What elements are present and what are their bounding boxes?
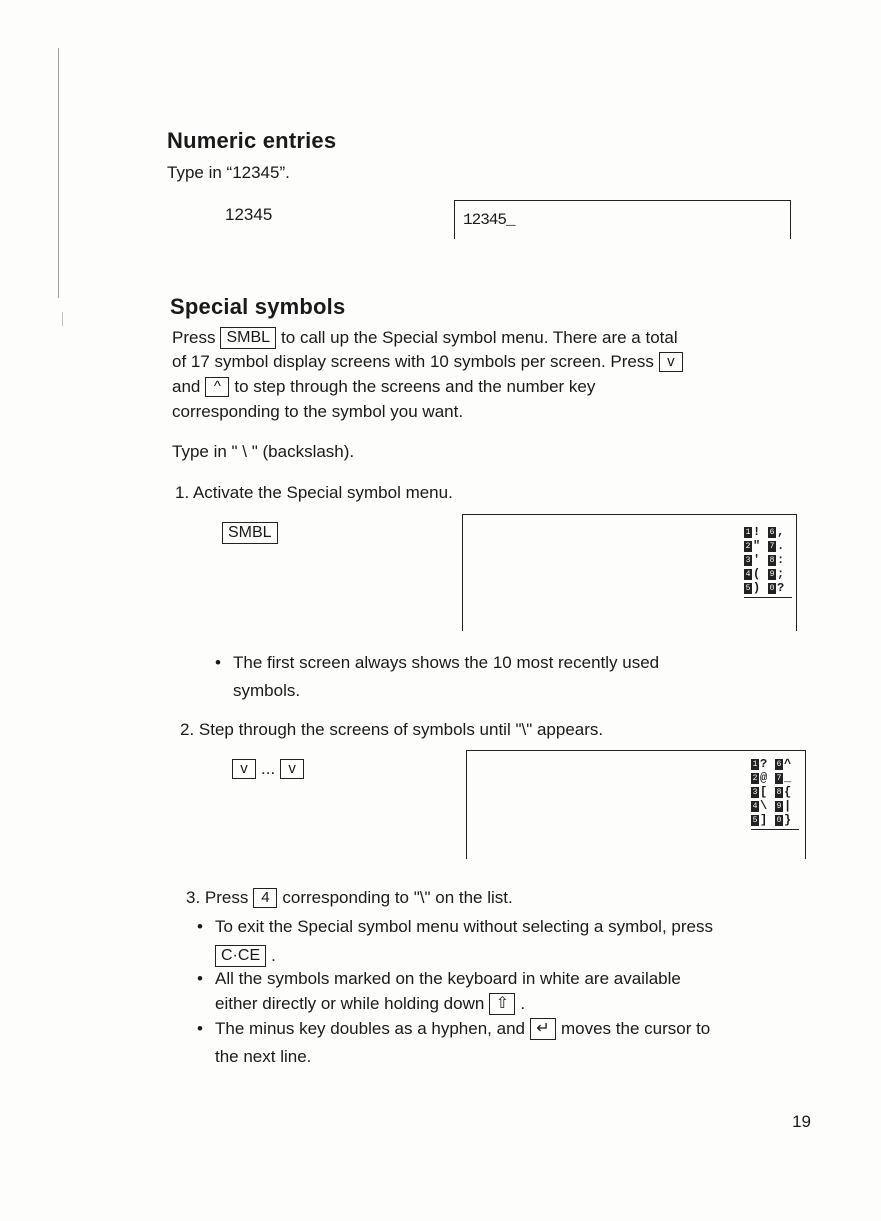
symbol-entry	[744, 553, 768, 567]
margin-tick	[62, 312, 63, 326]
step-3: 3. Press 4 corresponding to "\" on the list.	[186, 888, 513, 907]
symbol-entry	[768, 553, 792, 567]
symbol-entry	[775, 757, 799, 771]
step-2: 2. Step through the screens of symbols until "\" appears.	[180, 720, 604, 739]
symbol-char: .	[777, 539, 785, 553]
step-1-note-line-1: • The first screen always shows the 10 most recently used	[233, 650, 659, 676]
symbol-number: 9	[769, 569, 775, 579]
symbol-entry	[744, 525, 768, 539]
c-ce-key: C·CE	[215, 945, 266, 967]
symbol-number: 4	[745, 569, 751, 579]
symbol-entry	[751, 799, 775, 813]
numeric-display	[454, 200, 791, 239]
symbol-char: {	[784, 785, 792, 799]
symbol-entry	[751, 757, 775, 771]
symbol-screen-1	[462, 514, 797, 631]
special-para-line-1: Press SMBL to call up the Special symbol menu. There are a total	[172, 328, 678, 347]
down-key: v	[659, 352, 683, 372]
special-type-in: Type in " \ " (backslash).	[172, 442, 355, 461]
symbol-char: (	[753, 567, 761, 581]
symbol-screen-2	[466, 750, 806, 859]
numeric-display-text: 12345_	[463, 211, 515, 229]
symbol-char: '	[753, 553, 761, 567]
symbol-entry	[775, 799, 799, 813]
symbol-number: 0	[769, 583, 775, 593]
numeric-input-example: 12345	[225, 205, 273, 224]
symbol-number: 6	[769, 527, 775, 537]
special-para-line-2: of 17 symbol display screens with 10 symbols per screen. Press v	[172, 349, 688, 375]
special-para-line-3: and ^ to step through the screens and the number key	[172, 377, 596, 396]
symbol-number: 9	[776, 801, 782, 811]
symbol-number: 5	[745, 583, 751, 593]
bullet-2-line-1: • All the symbols marked on the keyboard in white are available	[215, 966, 681, 992]
symbol-entry	[775, 785, 799, 799]
symbol-number: 4	[752, 801, 758, 811]
step-1-keys	[222, 520, 283, 546]
symbol-number: 5	[752, 815, 758, 825]
symbol-entry	[768, 567, 792, 581]
symbol-number: 7	[776, 773, 782, 783]
number-4-key: 4	[253, 888, 277, 908]
symbol-char: ?	[777, 581, 785, 595]
symbol-entry	[751, 771, 775, 785]
symbol-number: 8	[769, 555, 775, 565]
symbol-number: 3	[745, 555, 751, 565]
symbol-char: }	[784, 813, 792, 827]
symbol-entry	[744, 581, 768, 595]
symbol-number: 1	[752, 759, 758, 769]
symbol-entry	[775, 771, 799, 785]
bullet-3-line-1: • The minus key doubles as a hyphen, and ↵ moves the cursor to	[215, 1016, 710, 1042]
smbl-key: SMBL	[222, 522, 278, 544]
symbol-char: _	[784, 771, 792, 785]
margin-line	[58, 48, 59, 298]
symbol-char: !	[753, 525, 761, 539]
symbol-char: "	[753, 539, 761, 553]
numeric-heading: Numeric entries	[167, 128, 337, 153]
step-2-dots: ...	[261, 759, 276, 778]
numeric-instruction: Type in “12345”.	[167, 163, 290, 182]
down-key: v	[280, 759, 304, 779]
down-key: v	[232, 759, 256, 779]
step-1: 1. Activate the Special symbol menu.	[175, 483, 453, 502]
symbol-char: |	[784, 799, 792, 813]
symbol-entry	[744, 539, 768, 553]
symbol-number: 7	[769, 541, 775, 551]
symbol-entry	[768, 539, 792, 553]
symbol-char: \	[760, 799, 768, 813]
symbol-grid-1	[744, 525, 792, 598]
bullet-1-line-1: • To exit the Special symbol menu without selecting a symbol, press	[215, 914, 713, 940]
symbol-char: ,	[777, 525, 785, 539]
bullet-2-line-2: either directly or while holding down ⇧ .	[215, 994, 526, 1013]
page-number: 19	[792, 1112, 811, 1131]
symbol-number: 3	[752, 787, 758, 797]
symbol-number: 2	[752, 773, 758, 783]
symbol-char: ^	[784, 757, 792, 771]
special-para-line-4: corresponding to the symbol you want.	[172, 402, 464, 421]
symbol-char: :	[777, 553, 785, 567]
symbol-number: 1	[745, 527, 751, 537]
symbol-entry	[768, 525, 792, 539]
shift-key: ⇧	[489, 993, 515, 1015]
symbol-entry	[751, 813, 775, 827]
up-key: ^	[205, 377, 229, 397]
enter-key: ↵	[530, 1018, 556, 1040]
symbol-entry	[744, 567, 768, 581]
step-1-note-line-2: symbols.	[233, 681, 301, 700]
bullet-1-line-2: C·CE .	[215, 943, 276, 969]
symbol-char: @	[760, 771, 768, 785]
symbol-entry	[768, 581, 792, 595]
symbol-char: ?	[760, 757, 768, 771]
symbol-number: 6	[776, 759, 782, 769]
symbol-number: 0	[776, 815, 782, 825]
bullet-3-line-2: the next line.	[215, 1047, 312, 1066]
symbol-char: ]	[760, 813, 768, 827]
symbol-char: ;	[777, 567, 785, 581]
symbol-grid-2	[751, 757, 799, 830]
symbol-char: )	[753, 581, 761, 595]
step-2-keys	[232, 756, 309, 782]
symbol-number: 2	[745, 541, 751, 551]
symbol-number: 8	[776, 787, 782, 797]
special-heading: Special symbols	[170, 294, 346, 319]
symbol-entry	[775, 813, 799, 827]
symbol-entry	[751, 785, 775, 799]
symbol-char: [	[760, 785, 768, 799]
smbl-key: SMBL	[220, 327, 276, 349]
